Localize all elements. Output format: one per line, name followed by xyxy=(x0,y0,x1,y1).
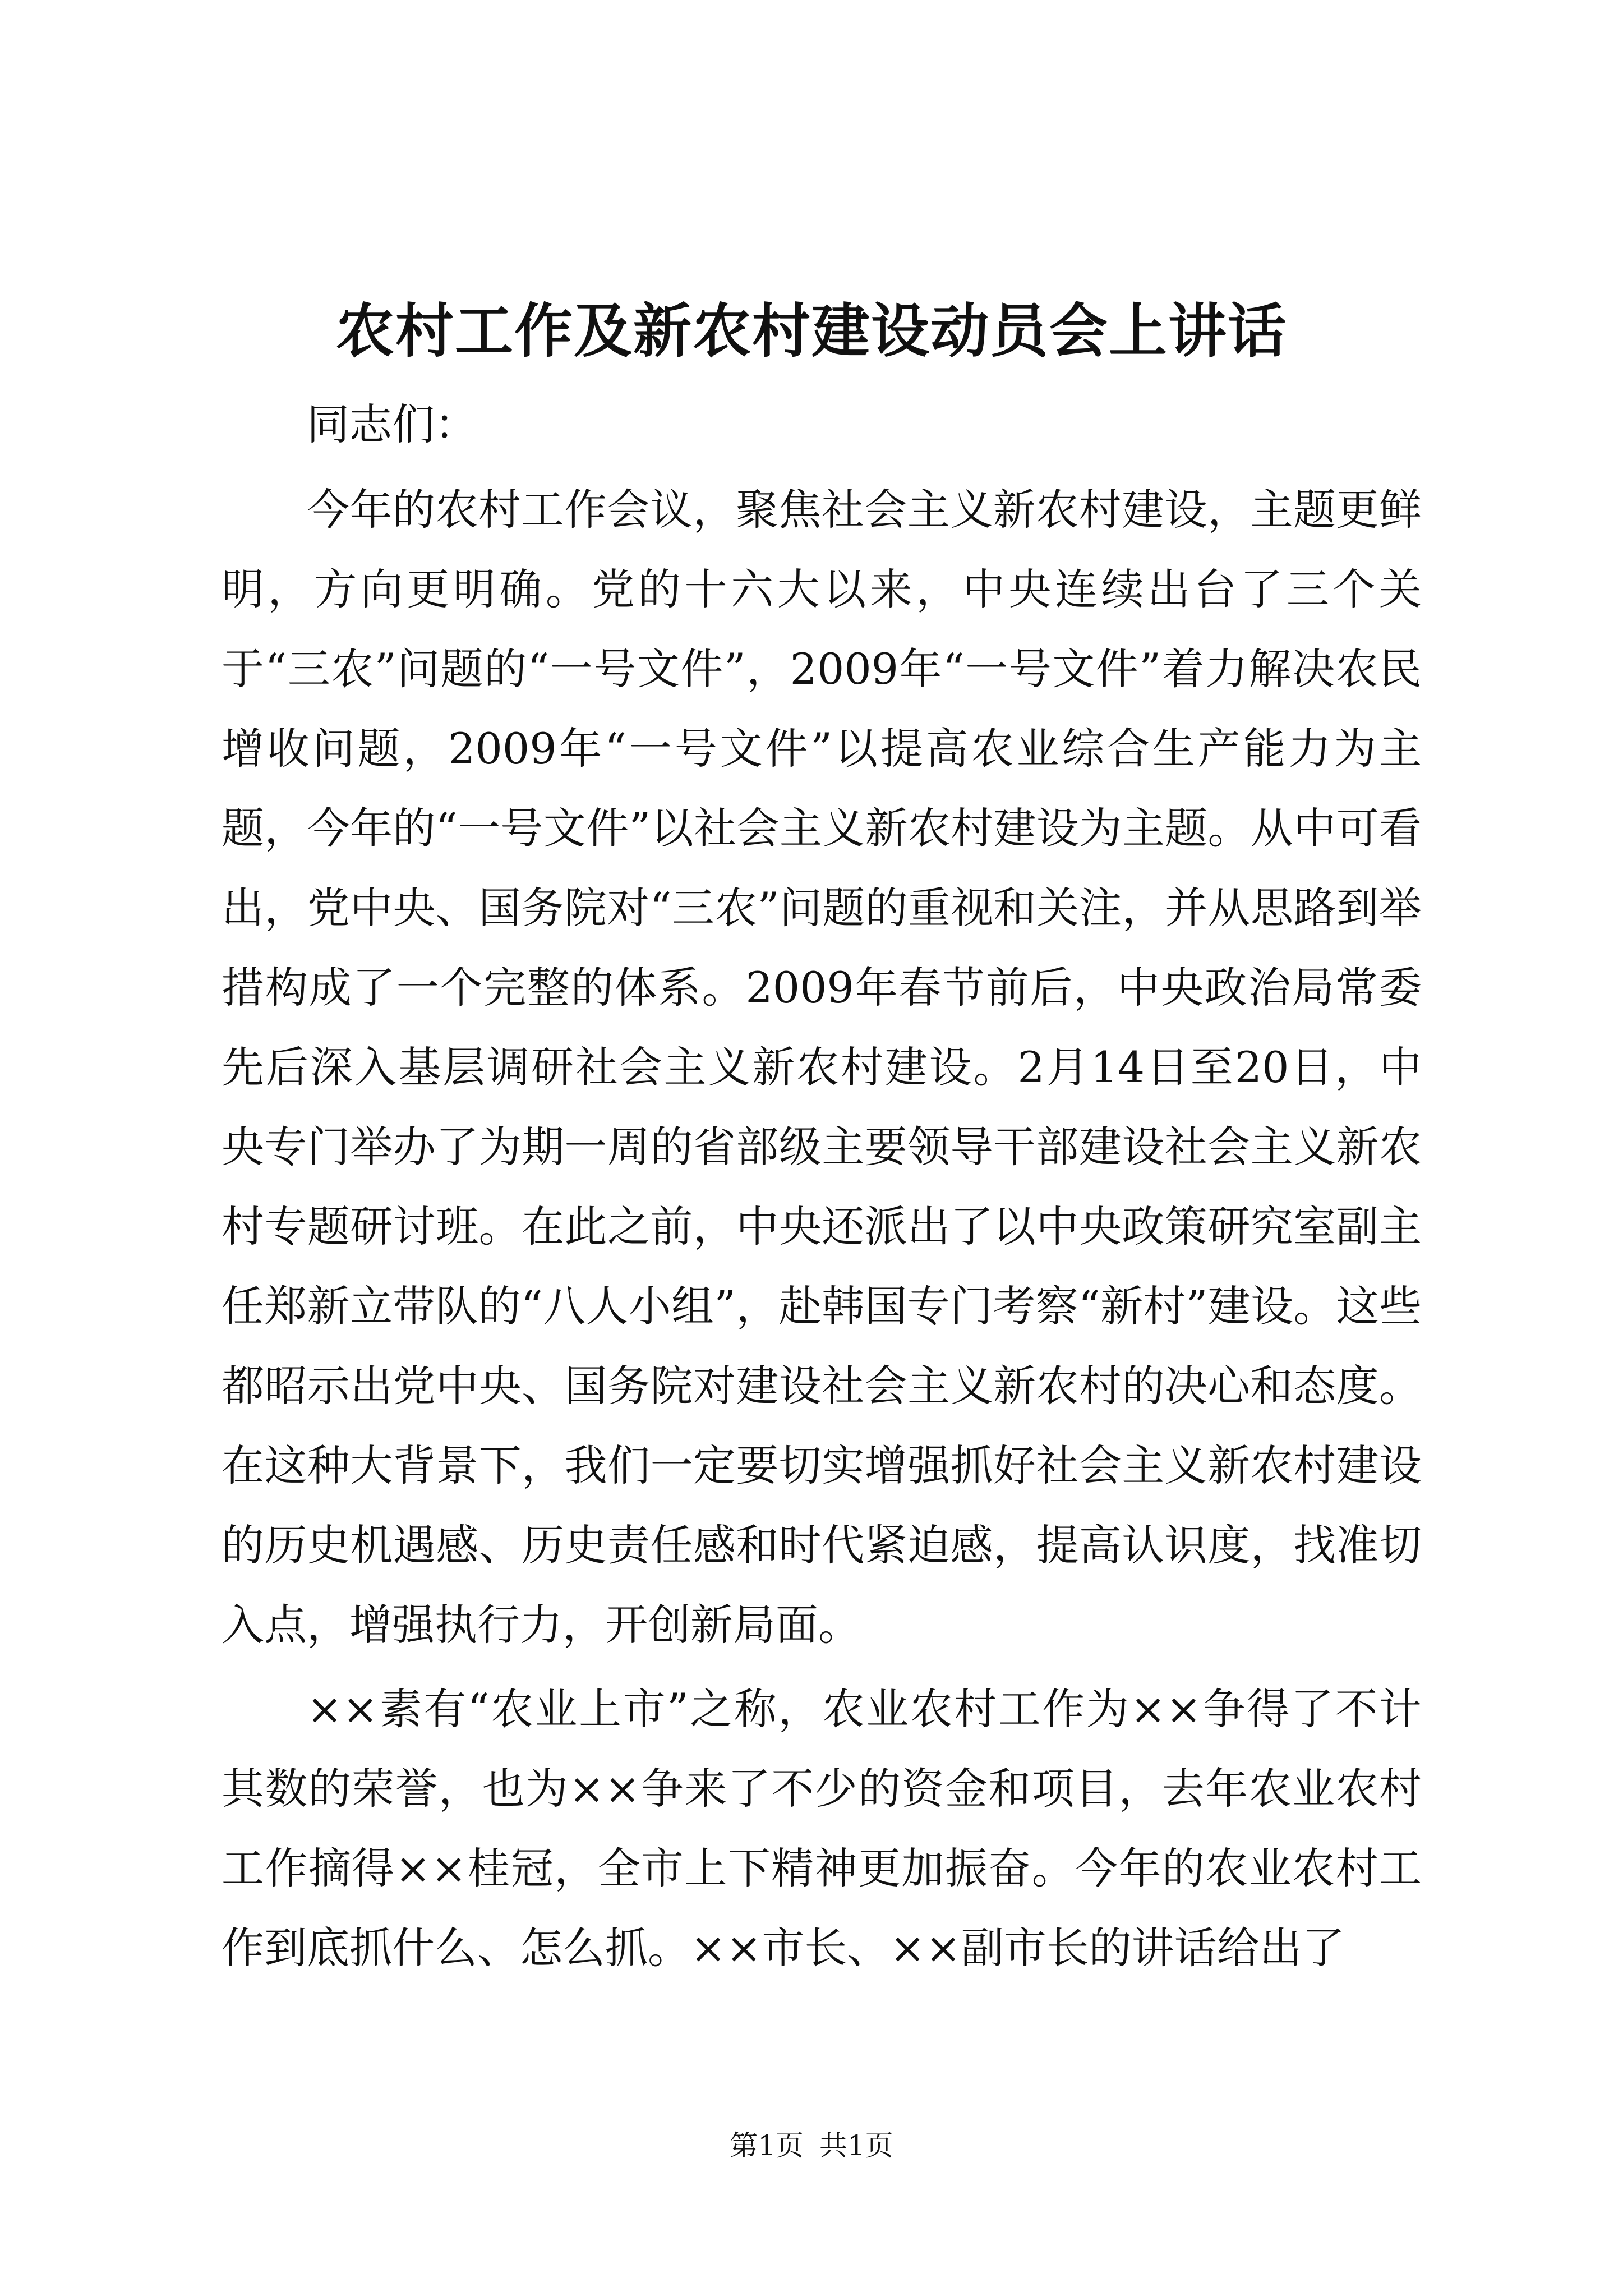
page-total: 共1页 xyxy=(819,2129,893,2162)
paragraph-1: 今年的农村工作会议，聚焦社会主义新农村建设，主题更鲜明，方向更明确。党的十六大以来，中央连续出台了三个关于“三农”问题的“一号文件”，2009年“一号文件”着力解决农民增收问题，2009年“一号文件”以提高农业综合生产能力为主题，今年的“一号文件”以社会主义新农村建设为主题。从中可看出，党中央、国务院对“三农”问题的重视和关注，并从思路到举措构成了一个完整的体系。2009年春节前后，中央政治局常委先后深入基层调研社会主义新农村建设。2月14日至20日，中央专门举办了为期一周的省部级主要领导干部建设社会主义新农村专题研讨班。在此之前，中央还派出了以中央政策研究室副主任郑新立带队的“八人小组”，赴韩国专门考察“新村”建设。这些都昭示出党中央、国务院对建设社会主义新农村的决心和态度。在这种大背景下，我们一定要切实增强抓好社会主义新农村建设的历史机遇感、历史责任感和时代紧迫感，提高认识度，找准切入点，增强执行力，开创新局面。 xyxy=(222,485,1422,1650)
document-body xyxy=(222,385,1422,1993)
paragraph-2: ××素有“农业上市”之称，农业农村工作为××争得了不计其数的荣誉，也为××争来了不少的资金和项目，去年农业农村工作摘得××桂冠，全市上下精神更加振奋。今年的农业农村工作到底抓什么、怎么抓。××市长、××副市长的讲话给出了 xyxy=(222,1684,1422,1973)
page-footer xyxy=(0,2126,1623,2165)
page-number: 第1页 xyxy=(730,2129,804,2162)
salutation: 同志们： xyxy=(307,399,477,449)
document-title: 农村工作及新农村建设动员会上讲话 xyxy=(335,296,1287,365)
